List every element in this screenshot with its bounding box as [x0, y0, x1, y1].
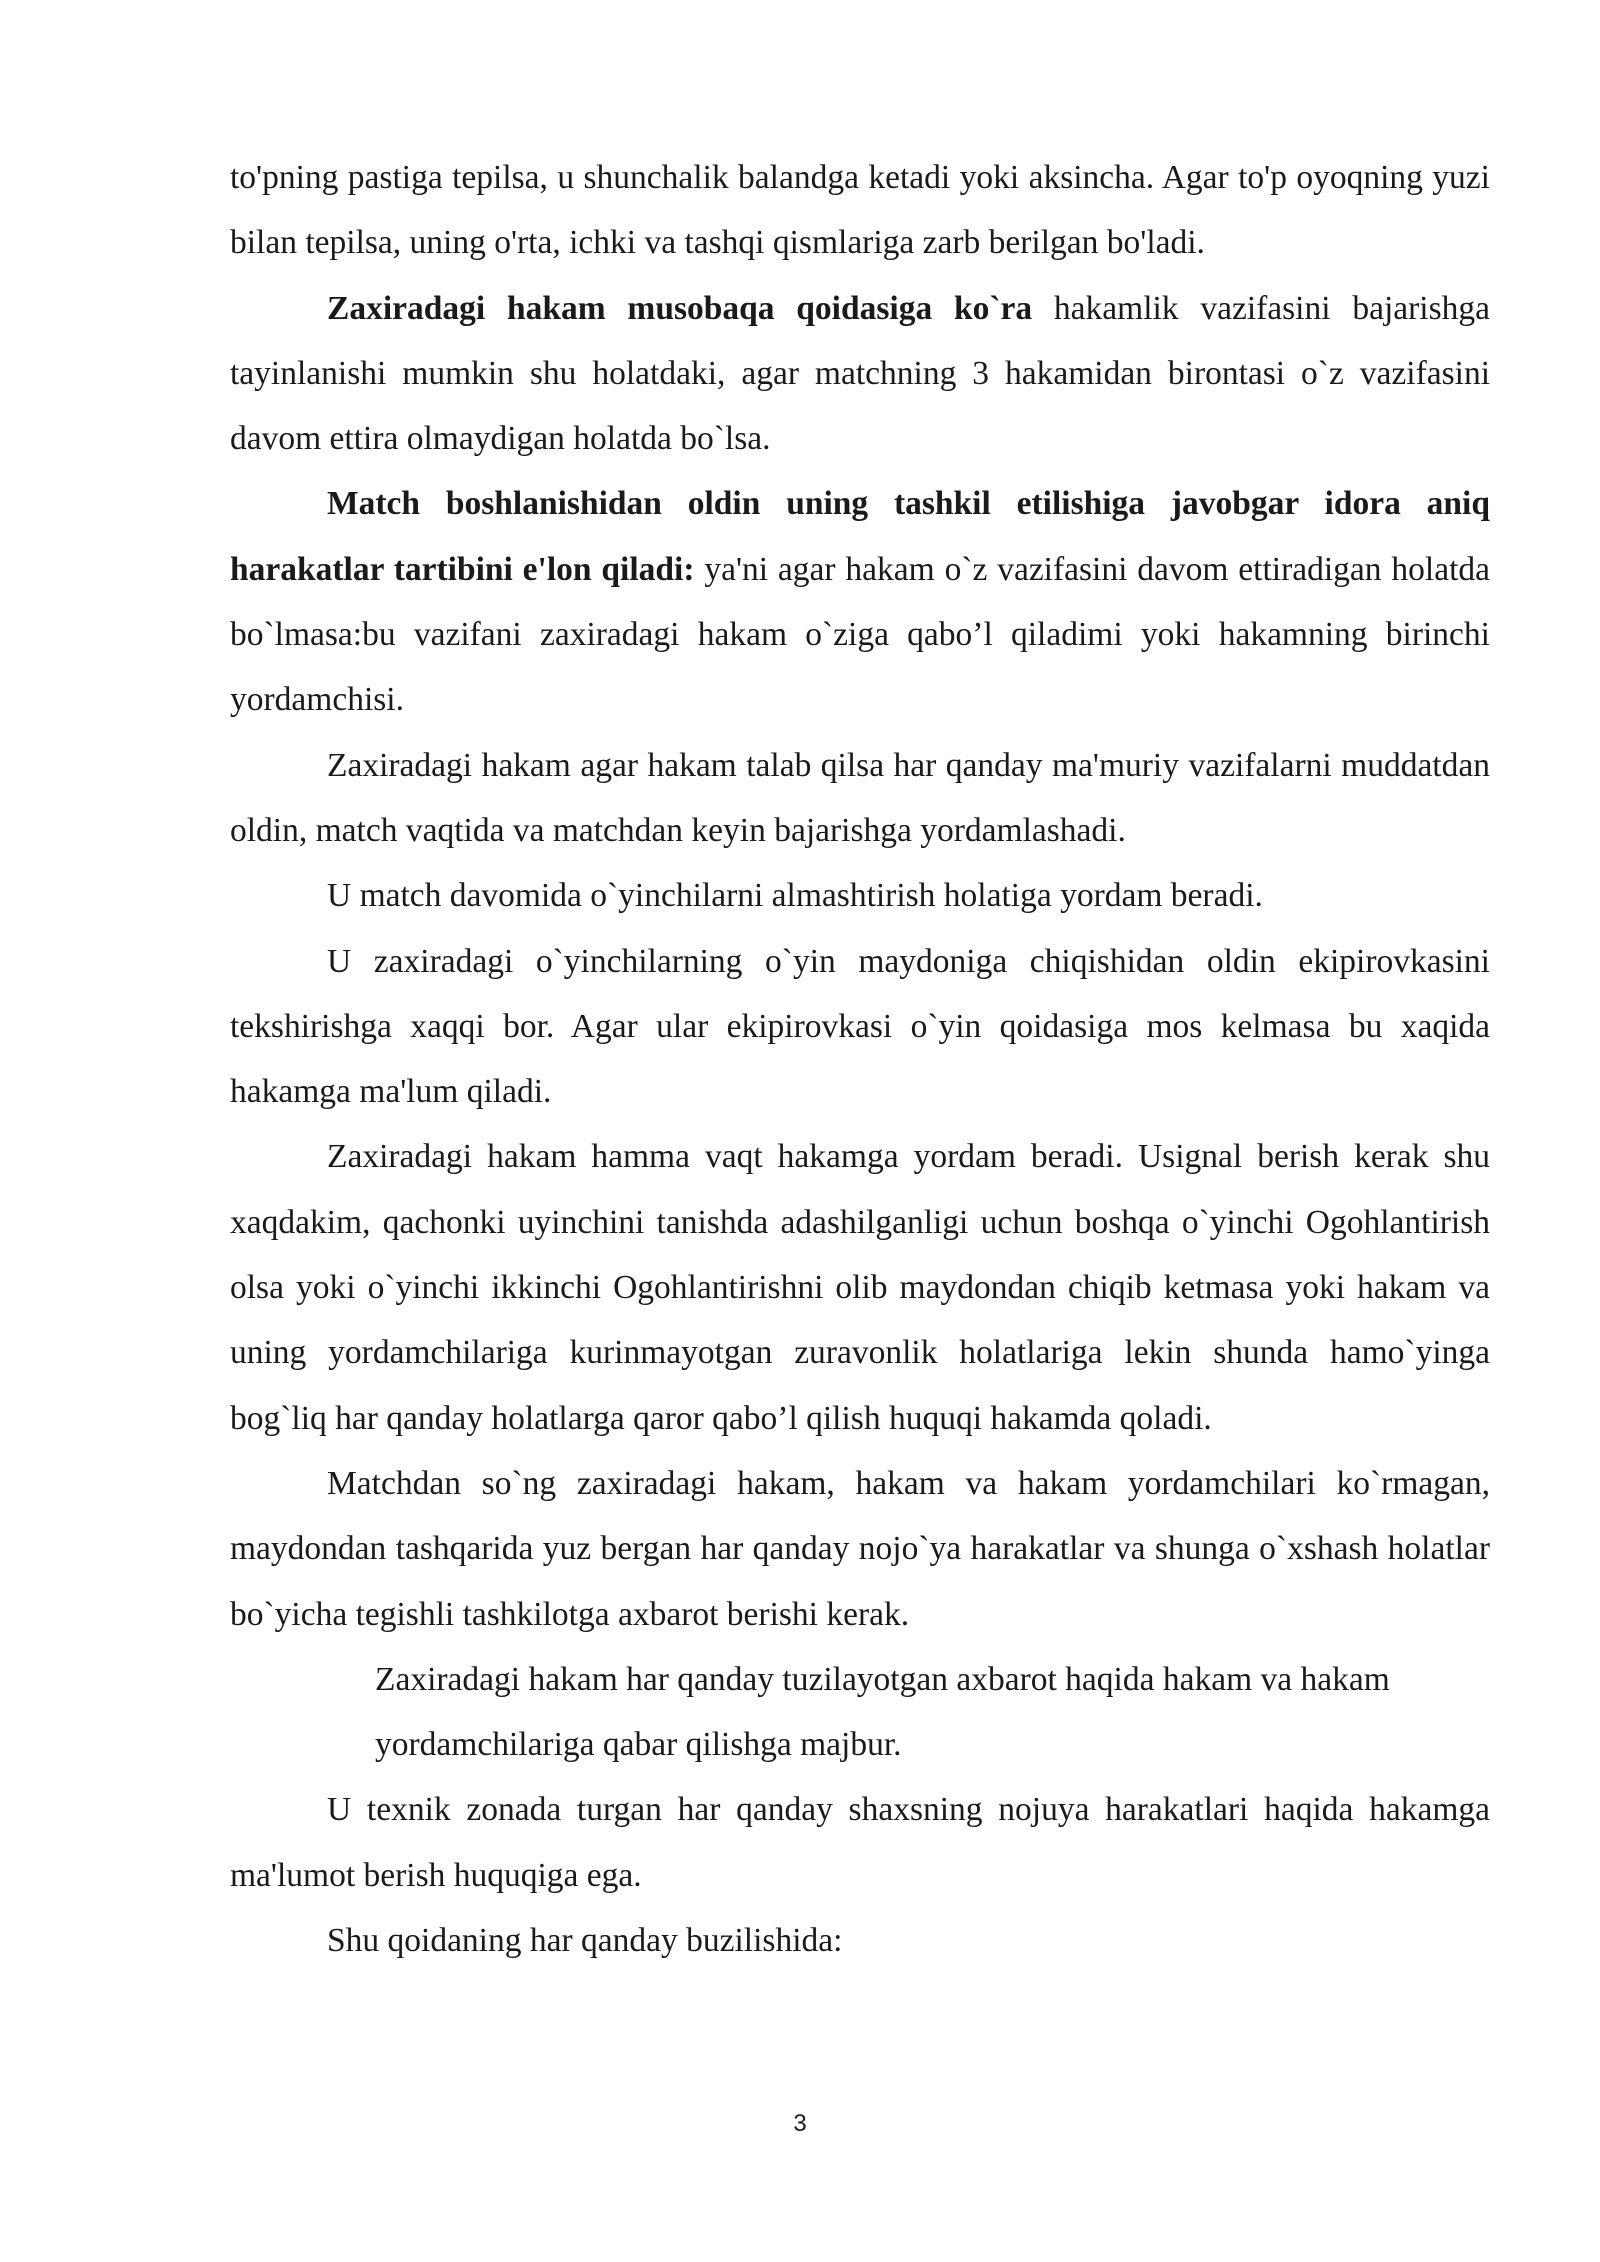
paragraph-2-text: hakamlik vazifasini bajarishga tayinlanishi mumkin shu holatdaki, agar matchning 3 hakamidan birontasi o`z vazifasini davom ettira olmaydigan holatda bo`lsa. — [230, 289, 1490, 458]
paragraph-6-text: U zaxiradagi o`yinchilarning o`yin maydoniga chiqishidan oldin ekipirovkasini tekshirishga xaqqi bor. Agar ular ekipirovkasi o`yin qoidasiga mos kelmasa bu xaqida hakamga ma'lum qiladi. — [230, 942, 1490, 1111]
paragraph-8 — [230, 1451, 1490, 1647]
paragraph-7 — [230, 1124, 1490, 1450]
paragraph-11-text: Shu qoidaning har qanday buzilishida: — [327, 1922, 843, 1960]
page-number: 3 — [793, 2110, 807, 2137]
paragraph-5-text: U match davomida o`yinchilarni almashtirish holatiga yordam beradi. — [327, 877, 1263, 915]
paragraph-10-text: U texnik zonada turgan har qanday shaxsning nojuya harakatlari haqida hakamga ma'lumot berish huquqiga ega. — [230, 1791, 1490, 1894]
paragraph-10 — [230, 1777, 1490, 1908]
paragraph-11 — [230, 1908, 1490, 1973]
paragraph-4-text: Zaxiradagi hakam agar hakam talab qilsa har qanday ma'muriy vazifalarni muddatdan oldin, match vaqtida va matchdan keyin bajarishga yordamlashadi. — [230, 746, 1490, 849]
paragraph-2-bold: Zaxiradagi hakam musobaqa qoidasiga ko`ra — [327, 289, 1033, 327]
paragraph-3-text: ya'ni agar hakam o`z vazifasini davom ettiradigan holatda bo`lmasa:bu vazifani zaxiradagi hakam o`ziga qabo’l qiladimi yoki hakamning birinchi yordamchisi. — [230, 550, 1490, 719]
paragraph-4 — [230, 733, 1490, 864]
paragraph-1-text: to'pning pastiga tepilsa, u shunchalik balandga ketadi yoki aksincha. Agar to'p oyoqning yuzi bilan tepilsa, uning o'rta, ichki va tashqi qismlariga zarb berilgan bo'ladi. — [230, 159, 1490, 262]
paragraph-5 — [230, 863, 1490, 928]
paragraph-3 — [230, 471, 1490, 732]
paragraph-9 — [230, 1647, 1490, 1778]
paragraph-2 — [230, 276, 1490, 472]
paragraph-8-text: Matchdan so`ng zaxiradagi hakam, hakam va hakam yordamchilari ko`rmagan, maydondan tashqarida yuz bergan har qanday nojo`ya harakatlar va shunga o`xshash holatlar bo`yicha tegishli tashkilotga axbarot berishi kerak. — [230, 1464, 1490, 1633]
document-page — [230, 145, 1490, 1973]
paragraph-7-text: Zaxiradagi hakam hamma vaqt hakamga yordam beradi. Usignal berish kerak shu xaqdakim, qachonki uyinchini tanishda adashilganligi uchun boshqa o`yinchi Ogohlantirish olsa yoki o`yinchi ikkinchi Ogohlantirishni olib maydondan chiqib ketmasa yoki hakam va uning yordamchilariga kurinmayotgan zuravonlik holatlariga lekin shunda hamo`yinga bog`liq har qanday holatlarga qaror qabo’l qilish huquqi hakamda qoladi. — [230, 1138, 1490, 1437]
paragraph-1 — [230, 145, 1490, 276]
paragraph-6 — [230, 929, 1490, 1125]
paragraph-3-bold: Match boshlanishidan oldin uning tashkil etilishiga javobgar idora aniq harakatlar tartibini e'lon qiladi: — [230, 485, 1490, 588]
paragraph-9-text: Zaxiradagi hakam har qanday tuzilayotgan axbarot haqida hakam va hakam yordamchilariga qabar qilishga majbur. — [375, 1660, 1390, 1764]
